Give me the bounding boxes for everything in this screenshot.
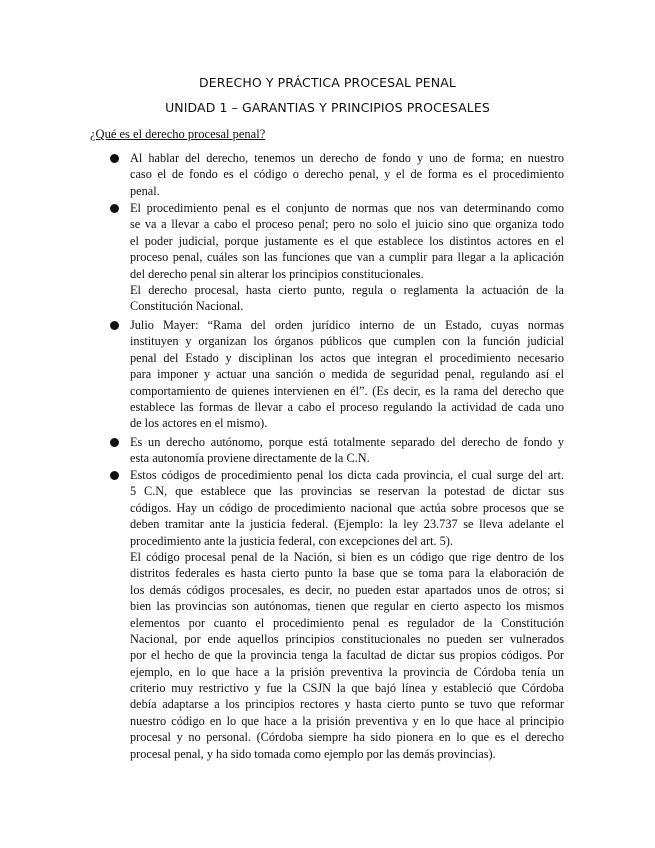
text-line: criterio muy restrictivo y fue la CSJN la que bajó línea y estableció que Córdoba <box>130 681 564 696</box>
text-line: penal del Estado y disciplinan los actos que integran el procedimiento necesario <box>130 350 564 365</box>
text-line: El procedimiento penal es el conjunto de normas que nos van determinando como <box>130 201 564 215</box>
document-subtitle: UNIDAD 1 – GARANTIAS Y PRINCIPIOS PROCESALES <box>165 100 490 115</box>
text-line: El derecho procesal, hasta cierto punto, regula o reglamenta la actuación de la <box>130 282 564 297</box>
text-line: nuestro código en lo que hace a la prisión preventiva y en lo que hace al principio <box>130 713 564 728</box>
text-line: los demás códigos procesales, es decir, no pueden estar apartados unos de otros; si <box>130 582 564 597</box>
text-line: Julio Mayer: “Rama del orden jurídico interno de un Estado, cuyas normas <box>130 318 564 332</box>
list-item <box>130 150 564 199</box>
list-item <box>130 200 564 315</box>
text-line: caso el de fondo es el código o derecho penal, y el de forma es el procedimiento <box>130 167 564 182</box>
text-line: se va a llevar a cabo el proceso penal; pero no solo el juicio sino que organiza todo <box>130 217 564 232</box>
text-line: Constitución Nacional. <box>130 299 244 314</box>
text-line: establece las formas de llevar a cabo el proceso regulando la actividad de cada uno <box>130 399 564 414</box>
text-line: elementos por cuanto el procedimiento penal es regulador de la Constitución <box>130 615 564 630</box>
text-line: por el hecho de que la provincia tenga la facultad de dictar sus propios códigos. Por <box>130 648 564 663</box>
bullet-icon <box>110 321 119 330</box>
text-line: procedimiento ante la justicia federal, con excepciones del art. 5). <box>130 533 453 548</box>
section-question: ¿Qué es el derecho procesal penal? <box>90 127 266 141</box>
text-line: procesal y no personal. (Córdoba siempre ha sido pionera en lo que es el derecho <box>130 730 564 745</box>
bullet-icon <box>110 438 119 447</box>
list-item <box>130 434 564 467</box>
bullet-icon <box>110 204 119 213</box>
text-line: 5 C.N, que establece que las provincias se reservan la potestad de dictar sus <box>130 484 564 499</box>
list-item <box>130 467 564 762</box>
text-line: proceso penal, cuáles son las funciones que van a cumplir para llegar a la aplicación <box>130 250 564 265</box>
text-line: instituyen y organizan los órganos públicos que cumplen con la función judicial <box>130 334 564 349</box>
text-line: Al hablar del derecho, tenemos un derecho de fondo y uno de forma; en nuestro <box>130 151 564 165</box>
text-line: Nacional, por ende aquellos principios constitucionales no pueden ser vulnerados <box>130 631 564 646</box>
text-line: comportamiento de quienes intervienen en él”. (Es decir, es la rama del derecho que <box>130 383 564 398</box>
text-line: deben tramitar ante la justicia federal. (Ejemplo: la ley 23.737 se lleva adelante el <box>130 517 564 532</box>
text-line: Estos códigos de procedimiento penal los dicta cada provincia, el cual surge del art. <box>130 468 564 482</box>
text-line: para imponer y actuar una sanción o medida de seguridad penal, regulando así el <box>130 367 564 382</box>
text-line: El código procesal penal de la Nación, si bien es un código que rige dentro de los <box>130 549 564 564</box>
list-item <box>130 317 564 432</box>
bullet-icon <box>110 154 119 163</box>
text-line: Es un derecho autónomo, porque está totalmente separado del derecho de fondo y <box>130 435 564 449</box>
text-line: distritos federales es hasta cierto punto la base que se toma para la elaboración de <box>130 566 564 581</box>
bullet-icon <box>110 471 119 480</box>
text-line: el poder judicial, porque justamente es el que establece los distintos actores en el <box>130 233 564 248</box>
text-line: procesal penal, y ha sido tomada como ejemplo por las demás provincias). <box>130 746 496 761</box>
text-line: de los actores en el mismo). <box>130 416 268 431</box>
text-line: debía adaptarse a los principios rectores y hasta cierto punto se tuvo que reformar <box>130 697 564 712</box>
text-line: penal. <box>130 183 160 198</box>
text-line: esta autonomía proviene directamente de la C.N. <box>130 451 370 466</box>
text-line: códigos. Hay un código de procedimiento nacional que actúa sobre procesos que se <box>130 500 564 515</box>
text-line: bien las provincias son autónomas, tienen que regular en cierto aspecto los mismos <box>130 599 564 614</box>
document-title: DERECHO Y PRÁCTICA PROCESAL PENAL <box>199 75 456 90</box>
text-line: ejemplo, en lo que hace a la prisión preventiva la provincia de Córdoba tenía un <box>130 664 564 679</box>
text-line: del derecho penal sin alterar los principios constitucionales. <box>130 266 424 281</box>
